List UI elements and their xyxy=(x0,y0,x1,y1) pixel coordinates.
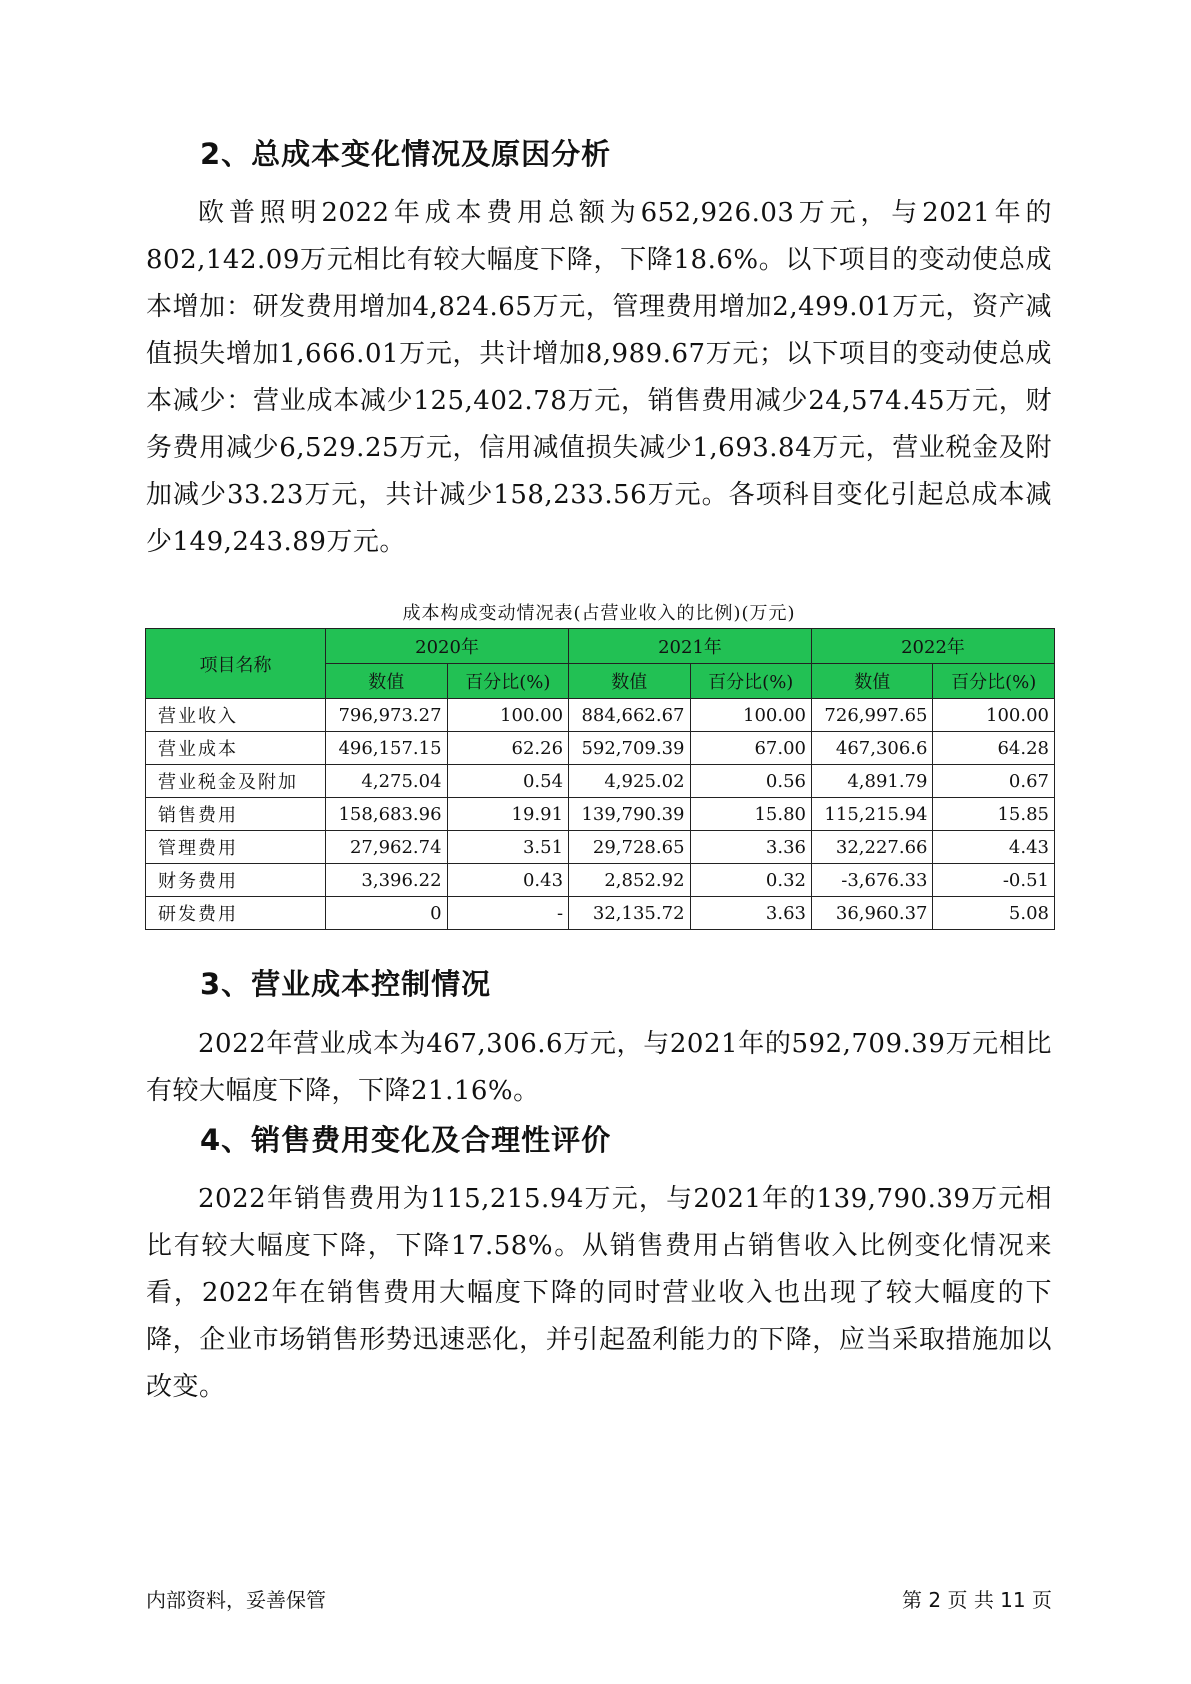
table-row xyxy=(146,765,1055,798)
table-cell: 592,709.39 xyxy=(569,732,690,765)
table-cell: 64.28 xyxy=(933,732,1055,765)
table-cell: 19.91 xyxy=(447,798,568,831)
table-cell: 32,135.72 xyxy=(569,897,690,930)
section-3-paragraph: 2022年营业成本为467,306.6万元，与2021年的592,709.39万元相比有较大幅度下降，下降21.16%。 xyxy=(146,1029,1052,1106)
row-label: 营业收入 xyxy=(146,699,326,732)
table-row xyxy=(146,699,1055,732)
section-4-paragraph: 2022年销售费用为115,215.94万元，与2021年的139,790.39万元相比有较大幅度下降，下降17.58%。从销售费用占销售收入比例变化情况来看，2022年在销售费用大幅度下降的同时营业收入也出现了较大幅度的下降，企业市场销售形势迅速恶化，并引起盈利能力的下降，应当采取措施加以改变。 xyxy=(146,1184,1052,1402)
table-cell: 67.00 xyxy=(690,732,811,765)
table-cell: -0.51 xyxy=(933,864,1055,897)
section-3-title: 3、营业成本控制情况 xyxy=(200,967,492,1001)
subheader-percent: 百分比(%) xyxy=(447,664,568,699)
section-2-title: 2、总成本变化情况及原因分析 xyxy=(200,137,612,171)
table-cell: 139,790.39 xyxy=(569,798,690,831)
table-cell: 496,157.15 xyxy=(326,732,447,765)
header-year-2020: 2020年 xyxy=(326,629,569,664)
table-cell: 15.85 xyxy=(933,798,1055,831)
header-year-2022: 2022年 xyxy=(812,629,1055,664)
table-cell: 3.36 xyxy=(690,831,811,864)
subheader-value: 数值 xyxy=(569,664,690,699)
table-cell: - xyxy=(447,897,568,930)
subheader-value: 数值 xyxy=(326,664,447,699)
table-cell: 884,662.67 xyxy=(569,699,690,732)
table-cell: 0.56 xyxy=(690,765,811,798)
table-cell: 4,275.04 xyxy=(326,765,447,798)
table-cell: 32,227.66 xyxy=(812,831,933,864)
table-row xyxy=(146,864,1055,897)
table-cell: 0.54 xyxy=(447,765,568,798)
table-cell: 100.00 xyxy=(933,699,1055,732)
footer-page-number: 第 2 页 共 11 页 xyxy=(902,1588,1052,1612)
row-label: 管理费用 xyxy=(146,831,326,864)
table-cell: 158,683.96 xyxy=(326,798,447,831)
table-caption: 成本构成变动情况表(占营业收入的比例)(万元) xyxy=(402,603,796,624)
table-cell: 2,852.92 xyxy=(569,864,690,897)
table-cell: 3,396.22 xyxy=(326,864,447,897)
table-cell: 29,728.65 xyxy=(569,831,690,864)
table-row xyxy=(146,732,1055,765)
subheader-percent: 百分比(%) xyxy=(933,664,1055,699)
table-cell: 4.43 xyxy=(933,831,1055,864)
table-cell: 3.51 xyxy=(447,831,568,864)
table-row xyxy=(146,831,1055,864)
table-cell: 4,925.02 xyxy=(569,765,690,798)
table-row xyxy=(146,897,1055,930)
footer-confidential-note: 内部资料，妥善保管 xyxy=(146,1588,326,1612)
row-label: 营业税金及附加 xyxy=(146,765,326,798)
subheader-value: 数值 xyxy=(812,664,933,699)
table-cell: 796,973.27 xyxy=(326,699,447,732)
row-label: 营业成本 xyxy=(146,732,326,765)
table-cell: 27,962.74 xyxy=(326,831,447,864)
row-label: 销售费用 xyxy=(146,798,326,831)
table-cell: 100.00 xyxy=(690,699,811,732)
table-cell: 0.43 xyxy=(447,864,568,897)
section-2-paragraph: 欧普照明2022年成本费用总额为652,926.03万元，与2021年的802,142.09万元相比有较大幅度下降，下降18.6%。以下项目的变动使总成本增加：研发费用增加4,824.65万元，管理费用增加2,499.01万元，资产减值损失增加1,666.01万元，共计增加8,989.67万元；以下项目的变动使总成本减少：营业成本减少125,402.78万元，销售费用减少24,574.45万元，财务费用减少6,529.25万元，信用减值损失减少1,693.84万元，营业税金及附加减少33.23万元，共计减少158,233.56万元。各项科目变化引起总成本减少149,243.89万元。 xyxy=(146,198,1052,557)
header-year-2021: 2021年 xyxy=(569,629,812,664)
row-label: 财务费用 xyxy=(146,864,326,897)
row-label: 研发费用 xyxy=(146,897,326,930)
table-cell: 4,891.79 xyxy=(812,765,933,798)
table-cell: 0.32 xyxy=(690,864,811,897)
table-cell: 36,960.37 xyxy=(812,897,933,930)
table-cell: 0.67 xyxy=(933,765,1055,798)
table-cell: 15.80 xyxy=(690,798,811,831)
table-cell: 62.26 xyxy=(447,732,568,765)
cost-structure-table xyxy=(145,628,1055,930)
table-cell: -3,676.33 xyxy=(812,864,933,897)
header-item-name: 项目名称 xyxy=(146,629,326,699)
table-cell: 467,306.6 xyxy=(812,732,933,765)
table-cell: 0 xyxy=(326,897,447,930)
table-row xyxy=(146,798,1055,831)
section-4-title: 4、销售费用变化及合理性评价 xyxy=(200,1123,612,1157)
table-cell: 3.63 xyxy=(690,897,811,930)
table-cell: 100.00 xyxy=(447,699,568,732)
subheader-percent: 百分比(%) xyxy=(690,664,811,699)
table-cell: 115,215.94 xyxy=(812,798,933,831)
table-cell: 5.08 xyxy=(933,897,1055,930)
table-cell: 726,997.65 xyxy=(812,699,933,732)
